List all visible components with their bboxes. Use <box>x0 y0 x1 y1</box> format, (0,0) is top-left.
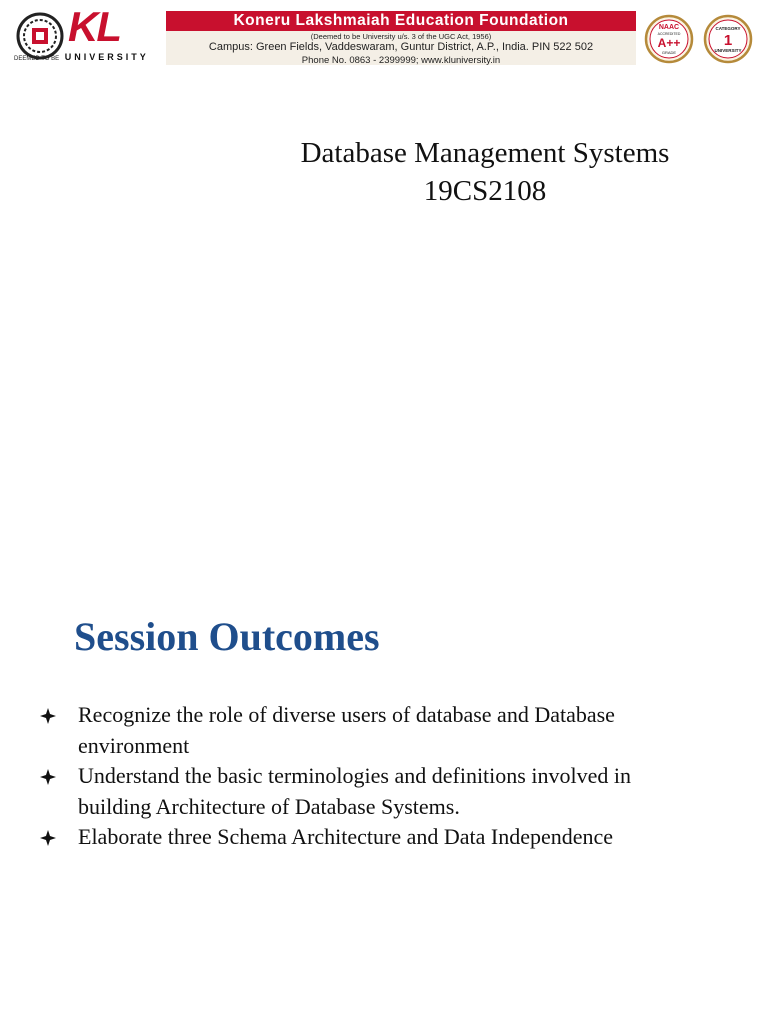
category-top-text: CATEGORY <box>715 26 741 31</box>
naac-middle-text: ACCREDITED <box>657 32 681 36</box>
session-outcomes-heading: Session Outcomes <box>74 614 380 659</box>
foundation-name: Koneru Lakshmaiah Education Foundation <box>166 11 636 31</box>
naac-grade-text: A++ <box>657 36 681 50</box>
diamond-bullet-icon <box>40 708 56 724</box>
session-outcomes-list <box>40 700 680 853</box>
deemed-line: (Deemed to be University u/s. 3 of the UGC Act, 1956) <box>310 32 492 41</box>
course-title: Database Management Systems <box>300 137 670 169</box>
outcome-text: Elaborate three Schema Architecture and Data Independence <box>78 824 614 849</box>
course-code: 19CS2108 <box>423 175 547 207</box>
category-badge-icon <box>703 14 753 64</box>
foundation-banner <box>166 11 636 65</box>
kl-logo-text: KL <box>68 3 120 50</box>
outcome-text: Understand the basic terminologies and definitions involved in building Architecture of Database Systems. <box>78 763 631 819</box>
outcome-text: Recognize the role of diverse users of database and Database environment <box>78 702 615 758</box>
naac-bottom-text: GRADE <box>661 50 677 55</box>
campus-line: Campus: Green Fields, Vaddeswaram, Guntur District, A.P., India. PIN 522 502 <box>208 41 594 53</box>
contact-line: Phone No. 0863 - 2399999; www.kluniversity.in <box>301 55 501 66</box>
kl-deemed-text: DEEMED TO BE <box>14 56 60 62</box>
naac-badge-icon <box>644 14 694 64</box>
category-bottom-text: UNIVERSITY <box>714 48 742 53</box>
list-item <box>40 822 680 853</box>
course-title-block <box>240 134 730 210</box>
diamond-bullet-icon <box>40 769 56 785</box>
diamond-bullet-icon <box>40 830 56 846</box>
naac-top-text: NAAC <box>658 24 680 31</box>
kl-university-caption <box>14 52 164 62</box>
page-header <box>0 0 768 72</box>
category-number-text: 1 <box>723 32 733 49</box>
kl-university-text: UNIVERSITY <box>64 52 149 62</box>
list-item <box>40 700 680 761</box>
list-item <box>40 761 680 822</box>
